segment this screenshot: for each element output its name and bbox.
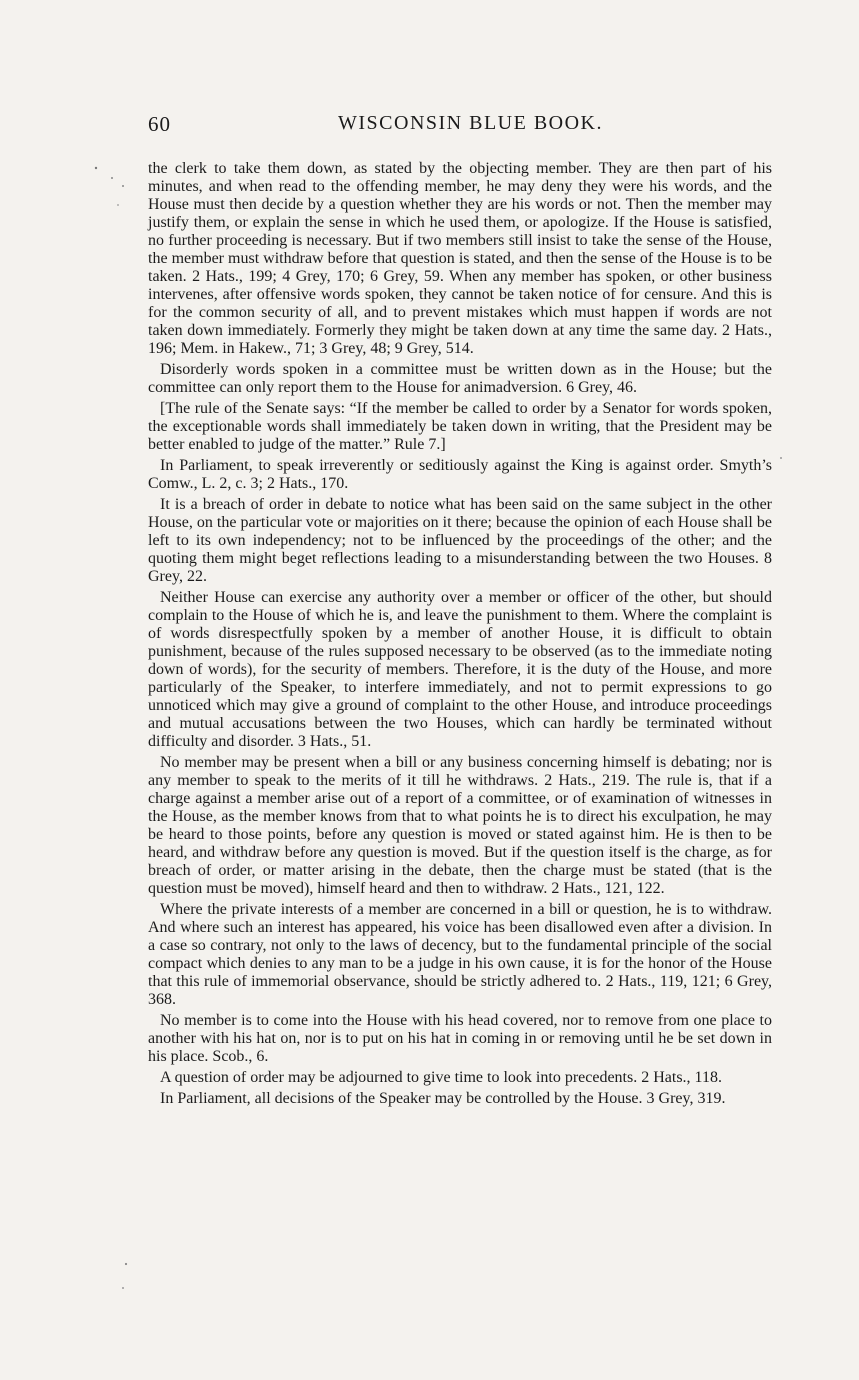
paragraph-question-of-order: A question of order may be adjourned to give time to look into precedents. 2 Hats., 118.: [160, 1069, 722, 1086]
paragraph-speaker-decisions: In Parliament, all decisions of the Speaker may be controlled by the House. 3 Grey, 319.: [160, 1090, 726, 1107]
paragraph-head-covered: No member is to come into the House with his head covered, nor to remove from one place to another with his hat on, nor is to put on his hat in coming in or removing until he be set down in his place. Scob., 6.: [148, 1012, 772, 1065]
running-title: WISCONSIN BLUE BOOK.: [338, 112, 603, 134]
body-text: [148, 160, 772, 1111]
paragraph-senate-rule: [The rule of the Senate says: “If the member be called to order by a Senator for words spoken, the exceptionable words shall immediately be taken down in writing, that the President may be better enabled to judge of the matter.” Rule 7.]: [148, 400, 772, 453]
paragraph-committee-words: Disorderly words spoken in a committee must be written down as in the House; but the committee can only report them to the House for animadversion. 6 Grey, 46.: [148, 361, 772, 396]
page-number: 60: [148, 112, 171, 136]
page-header: [148, 108, 772, 140]
paragraph-king: In Parliament, to speak irreverently or seditiously against the King is against order. Smyth’s Comw., L. 2, c. 3; 2 Hats., 170.: [148, 457, 772, 492]
paragraph-neither-house: Neither House can exercise any authority over a member or officer of the other, but should complain to the House of which he is, and leave the punishment to them. Where the complaint is of words disrespectfully spoken by a member of another House, it is difficult to obtain punishment, because of the rules supposed necessary to be observed (as to the immediate noting down of words), for the security of members. Therefore, it is the duty of the House, and more particularly of the Speaker, to interfere immediately, and not to permit expressions to go unnoticed which may give a ground of complaint to the other House, and introduce proceedings and mutual accusations between the two Houses, which can hardly be terminated without difficulty and disorder. 3 Hats., 51.: [148, 589, 772, 750]
paragraph-member-present: No member may be present when a bill or any business concerning himself is debating; nor is any member to speak to the merits of it till he withdraws. 2 Hats., 219. The rule is, that if a charge against a member arise out of a report of a committee, or of examination of witnesses in the House, as the member knows from that to what points he is to direct his exculpation, he may be heard to those points, before any question is moved or stated against him. He is then to be heard, and withdraw before any question is moved. But if the question itself is the charge, as for breach of order, or matter arising in the debate, then the charge must be stated (that is the question must be moved), himself heard and then to withdraw. 2 Hats., 121, 122.: [148, 754, 772, 897]
paragraph-continuation: the clerk to take them down, as stated by the objecting member. They are then part of his minutes, and when read to the offending member, he may deny they were his words, and the House must then decide by a question whether they are his words or not. Then the member may justify them, or explain the sense in which he used them, or apologize. If the House is satisfied, no further proceeding is necessary. But if two members still insist to take the sense of the House, the member must withdraw before that question is stated, and then the sense of the House is to be taken. 2 Hats., 199; 4 Grey, 170; 6 Grey, 59. When any member has spoken, or other business intervenes, after offensive words spoken, they cannot be taken notice of for censure. And this is for the common security of all, and to prevent mistakes which must happen if words are not taken down immediately. Formerly they might be taken down at any time the same day. 2 Hats., 196; Mem. in Hakew., 71; 3 Grey, 48; 9 Grey, 514.: [148, 160, 772, 357]
paragraph-private-interests: Where the private interests of a member are concerned in a bill or question, he is to withdraw. And where such an interest has appeared, his voice has been disallowed even after a division. In a case so contrary, not only to the laws of decency, but to the fundamental principle of the social compact which denies to any man to be a judge in his own cause, it is for the honor of the House that this rule of immemorial observance, should be strictly adhered to. 2 Hats., 119, 121; 6 Grey, 368.: [148, 901, 772, 1008]
paragraph-other-house: It is a breach of order in debate to notice what has been said on the same subject in the other House, on the particular vote or majorities on it there; because the opinion of each House shall be left to its own independency; not to be influenced by the proceedings of the other; and the quoting them might beget reflections leading to a misunderstanding between the two Houses. 8 Grey, 22.: [148, 496, 772, 585]
